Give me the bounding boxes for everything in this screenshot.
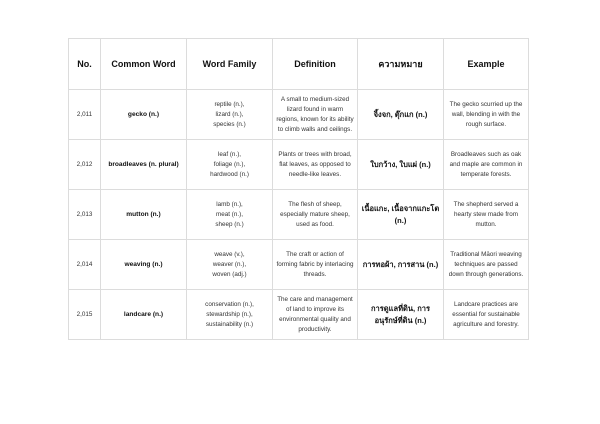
- word-family-item: sheep (n.): [215, 220, 244, 228]
- row-number-cell: 2,012: [69, 140, 101, 190]
- word-family-item: weave (v.),: [214, 250, 245, 258]
- thai-meaning-cell: เนื้อแกะ, เนื้อจากแกะโต (n.): [358, 190, 444, 240]
- word-family-item: lamb (n.),: [216, 200, 243, 208]
- table-row: [69, 240, 529, 290]
- word-family-cell: [187, 290, 273, 340]
- header-example: Example: [444, 39, 529, 90]
- row-number-cell: 2,015: [69, 290, 101, 340]
- example-cell: The gecko scurried up the wall, blending in with the rough surface.: [444, 90, 529, 140]
- definition-cell: Plants or trees with broad, flat leaves, as opposed to needle-like leaves.: [273, 140, 358, 190]
- word-family-item: woven (adj.): [212, 270, 247, 278]
- word-family-item: lizard (n.),: [215, 110, 244, 118]
- table-row: [69, 90, 529, 140]
- header-no: No.: [69, 39, 101, 90]
- vocabulary-table: [68, 38, 529, 340]
- word-family-item: leaf (n.),: [217, 150, 242, 158]
- word-family-cell: [187, 90, 273, 140]
- example-cell: Landcare practices are essential for sustainable agriculture and forestry.: [444, 290, 529, 340]
- definition-cell: The flesh of sheep, especially mature sheep, used as food.: [273, 190, 358, 240]
- thai-meaning-cell: การทอผ้า, การสาน (n.): [358, 240, 444, 290]
- word-family-item: species (n.): [213, 120, 246, 128]
- definition-cell: A small to medium-sized lizard found in warm regions, known for its ability to climb walls and ceilings.: [273, 90, 358, 140]
- example-cell: Traditional Māori weaving techniques are passed down through generations.: [444, 240, 529, 290]
- word-family-item: foliage (n.),: [213, 160, 246, 168]
- word-family-item: hardwood (n.): [210, 170, 249, 178]
- header-definition: Definition: [273, 39, 358, 90]
- word-family-item: reptile (n.),: [214, 100, 245, 108]
- thai-meaning-cell: จิ้งจก, ตุ๊กแก (n.): [358, 90, 444, 140]
- word-family-item: weaver (n.),: [212, 260, 247, 268]
- thai-meaning-cell: การดูแลที่ดิน, การอนุรักษ์ที่ดิน (n.): [358, 290, 444, 340]
- header-row: [69, 39, 529, 90]
- row-number-cell: 2,014: [69, 240, 101, 290]
- table-row: [69, 290, 529, 340]
- example-cell: Broadleaves such as oak and maple are common in temperate forests.: [444, 140, 529, 190]
- row-number-cell: 2,011: [69, 90, 101, 140]
- header-thai-meaning: ความหมาย: [358, 39, 444, 90]
- thai-meaning-cell: ใบกว้าง, ใบแผ่ (n.): [358, 140, 444, 190]
- example-cell: The shepherd served a hearty stew made from mutton.: [444, 190, 529, 240]
- common-word-cell: gecko (n.): [101, 90, 187, 140]
- word-family-cell: [187, 240, 273, 290]
- common-word-cell: weaving (n.): [101, 240, 187, 290]
- common-word-cell: mutton (n.): [101, 190, 187, 240]
- word-family-cell: [187, 140, 273, 190]
- word-family-cell: [187, 190, 273, 240]
- common-word-cell: landcare (n.): [101, 290, 187, 340]
- common-word-cell: broadleaves (n. plural): [101, 140, 187, 190]
- definition-cell: The craft or action of forming fabric by interlacing threads.: [273, 240, 358, 290]
- word-family-item: sustainability (n.): [205, 320, 254, 328]
- word-family-item: conservation (n.),: [205, 300, 254, 308]
- row-number-cell: 2,013: [69, 190, 101, 240]
- word-family-item: meat (n.),: [216, 210, 243, 218]
- table-row: [69, 140, 529, 190]
- header-word-family: Word Family: [187, 39, 273, 90]
- header-common-word: Common Word: [101, 39, 187, 90]
- definition-cell: The care and management of land to improve its environmental quality and productivity.: [273, 290, 358, 340]
- word-family-item: stewardship (n.),: [206, 310, 253, 318]
- table-row: [69, 190, 529, 240]
